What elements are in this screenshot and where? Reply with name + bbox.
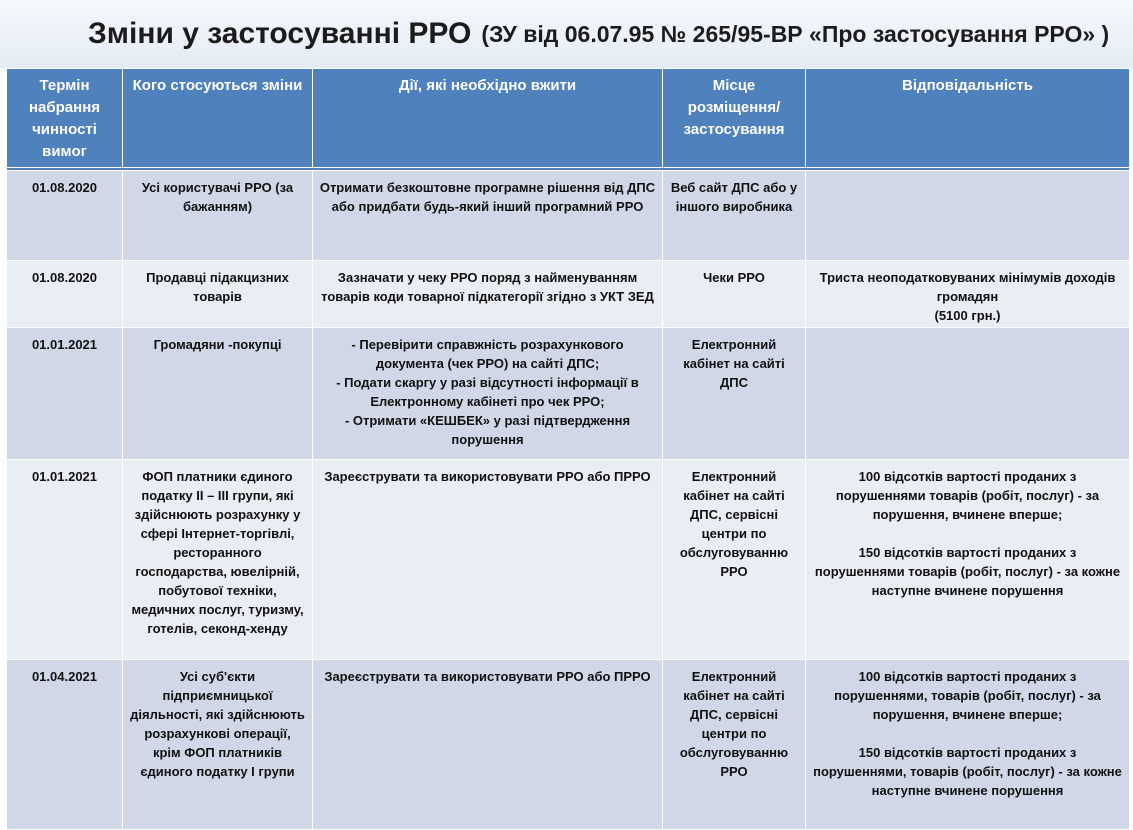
table-header-row — [7, 69, 1130, 168]
table-row — [7, 328, 1130, 460]
header-who: Кого стосуються зміни — [123, 69, 313, 168]
title-sub: (ЗУ від 06.07.95 № 265/95-ВР «Про застосування РРО» ) — [481, 20, 1110, 47]
responsibility-amount: (5100 грн.) — [934, 308, 1001, 323]
row-who: Продавці підакцизних товарів — [123, 261, 313, 328]
row-actions: Отримати безкоштовне програмне рішення від ДПС або придбати будь-який інший програмний РРО — [313, 171, 663, 261]
action-item: - Подати скаргу у разі відсутності інформації в Електронному кабінеті про чек РРО; — [336, 375, 639, 409]
row-actions: Зареєструвати та використовувати РРО або ПРРО — [313, 660, 663, 830]
row-who: Усі суб'єкти підприємницької діяльності, які здійснюють розрахункові операції, крім ФОП платників єдиного податку І групи — [123, 660, 313, 830]
row-place: Веб сайт ДПС або у іншого виробника — [663, 171, 806, 261]
row-who: Громадяни -покупці — [123, 328, 313, 460]
table-row — [7, 261, 1130, 328]
row-place: Електронний кабінет на сайті ДПС — [663, 328, 806, 460]
penalty-first: 100 відсотків вартості проданих з порушеннями товарів (робіт, послуг) - за порушення, вчинене вперше; — [835, 469, 1100, 522]
row-place: Чеки РРО — [663, 261, 806, 328]
penalty-first: 100 відсотків вартості проданих з порушеннями, товарів (робіт, послуг) - за порушення, вчинене вперше; — [834, 669, 1101, 722]
row-date: 01.08.2020 — [7, 171, 123, 261]
row-place: Електронний кабінет на сайті ДПС, сервісні центри по обслуговуванню РРО — [663, 660, 806, 830]
row-date: 01.04.2021 — [7, 660, 123, 830]
rro-changes-table — [6, 68, 1130, 830]
responsibility-text: Триста неоподатковуваних мінімумів доходів громадян — [819, 270, 1116, 304]
penalty-repeat: 150 відсотків вартості проданих з порушеннями, товарів (робіт, послуг) - за кожне наступне вчинене порушення — [813, 745, 1122, 798]
header-responsibility: Відповідальність — [806, 69, 1130, 168]
row-responsibility — [806, 660, 1130, 830]
action-item: - Перевірити справжність розрахункового документа (чек РРО) на сайті ДПС; — [351, 337, 624, 371]
slide-title — [0, 0, 1133, 68]
row-responsibility — [806, 171, 1130, 261]
row-date: 01.01.2021 — [7, 460, 123, 660]
table-row — [7, 171, 1130, 261]
header-actions: Дії, які необхідно вжити — [313, 69, 663, 168]
row-place: Електронний кабінет на сайті ДПС, сервісні центри по обслуговуванню РРО — [663, 460, 806, 660]
header-date: Термін набрання чинності вимог — [7, 69, 123, 168]
header-place: Місце розміщення/застосування — [663, 69, 806, 168]
row-who: ФОП платники єдиного податку ІІ – ІІІ групи, які здійснюють розрахунку у сфері Інтернет-торгівлі, ресторанного господарства, ювелірній, побутової техніки, медичних послуг, туризму, готелів, секонд-хенду — [123, 460, 313, 660]
penalty-repeat: 150 відсотків вартості проданих з порушеннями товарів (робіт, послуг) - за кожне наступне вчинене порушення — [814, 545, 1121, 598]
title-main: Зміни у застосуванні РРО — [88, 17, 472, 50]
table-row — [7, 660, 1130, 830]
row-who: Усі користувачі РРО (за бажанням) — [123, 171, 313, 261]
row-actions: Зазначати у чеку РРО поряд з найменуванням товарів коди товарної підкатегорії згідно з УКТ ЗЕД — [313, 261, 663, 328]
row-responsibility — [806, 328, 1130, 460]
row-responsibility — [806, 261, 1130, 328]
row-actions: Зареєструвати та використовувати РРО або ПРРО — [313, 460, 663, 660]
row-actions — [313, 328, 663, 460]
action-item: - Отримати «КЕШБЕК» у разі підтвердження порушення — [344, 413, 631, 447]
row-date: 01.01.2021 — [7, 328, 123, 460]
row-responsibility — [806, 460, 1130, 660]
row-date: 01.08.2020 — [7, 261, 123, 328]
table-row — [7, 460, 1130, 660]
